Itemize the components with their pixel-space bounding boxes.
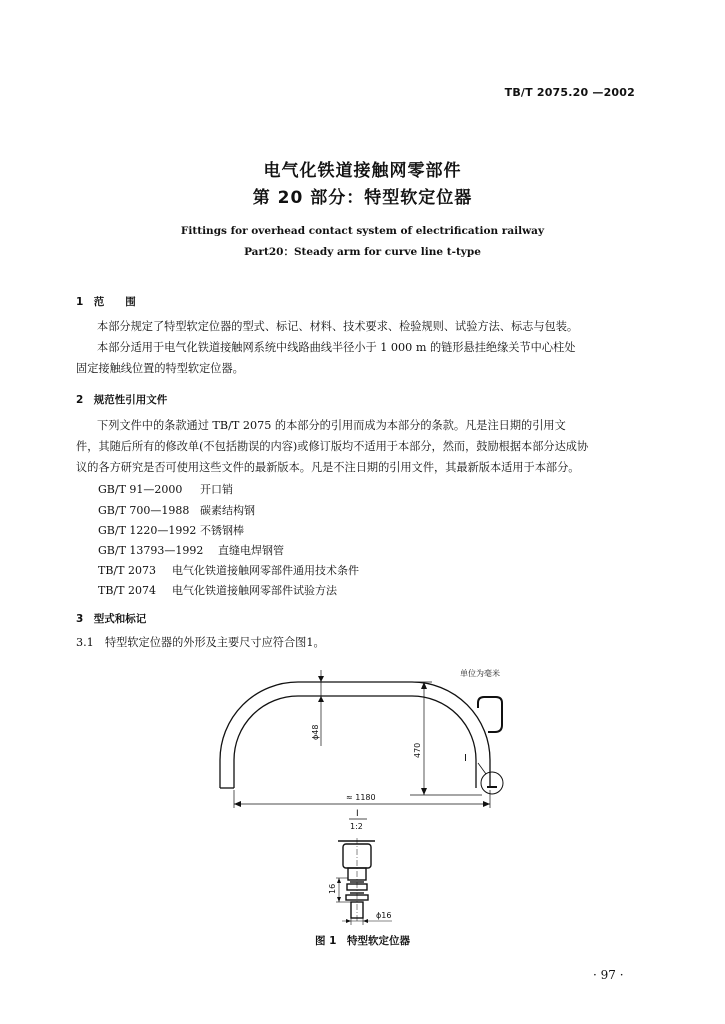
section2-para-line3: 议的各方研究是否可使用这些文件的最新版本。凡是不注日期的引用文件，其最新版本适用于本部分。 <box>76 461 580 474</box>
reference-code: TB/T 2074 <box>98 584 156 597</box>
section2-para-line2: 件，其随后所有的修改单(不包括勘误的内容)或修订版均不适用于本部分，然而，鼓励根据本部分达成协 <box>76 440 589 453</box>
title-cn-line1: 电气化铁道接触网零部件 <box>263 161 462 181</box>
page-number: · 97 · <box>593 968 624 982</box>
detail-scale: 1:2 <box>350 822 363 831</box>
title-en-line1: Fittings for overhead contact system of electrification railway <box>180 225 545 237</box>
section1-para2-line1: 本部分适用于电气化铁道接触网系统中线路曲线半径小于 1 000 m 的链形悬挂绝缘关节中心柱处 <box>97 341 576 354</box>
title-cn-line2: 第 20 部分：特型软定位器 <box>252 188 473 208</box>
dim-pin-diameter: ϕ16 <box>376 911 392 920</box>
end-bracket <box>478 697 502 732</box>
section1-para2-line2: 固定接触线位置的特型软定位器。 <box>76 362 244 375</box>
title-en-line2: Part20：Steady arm for curve line t-type <box>244 246 481 258</box>
reference-code: GB/T 91—2000 <box>98 483 183 496</box>
detail-title: I <box>356 809 359 819</box>
section2-para-line1: 下列文件中的条款通过 TB/T 2075 的本部分的引用而成为本部分的条款。凡是注日期的引用文 <box>97 419 566 432</box>
detail-circle <box>481 772 503 794</box>
reference-title: 直缝电焊钢管 <box>218 544 284 557</box>
section1-heading: 1 范 围 <box>76 296 136 308</box>
unit-note: 单位为毫米 <box>460 669 500 678</box>
dim-16: 16 <box>328 883 337 894</box>
dim-length: ≈ 1180 <box>346 793 376 802</box>
standard-code: TB/T 2075.20 —2002 <box>504 86 635 99</box>
section2-heading: 2 规范性引用文件 <box>76 394 168 406</box>
reference-code: GB/T 13793—1992 <box>98 544 204 557</box>
section3-heading: 3 型式和标记 <box>76 613 147 625</box>
detail-part <box>338 841 375 918</box>
reference-title: 电气化铁道接触网零部件通用技术条件 <box>172 564 359 577</box>
reference-title: 不锈钢棒 <box>200 524 244 537</box>
detail-marker: I <box>464 753 467 764</box>
reference-code: TB/T 2073 <box>98 564 156 577</box>
reference-code: GB/T 1220—1992 <box>98 524 197 537</box>
figure-caption: 图 1 特型软定位器 <box>315 935 410 947</box>
steady-arm-tube <box>220 682 490 788</box>
dim-height: 470 <box>413 742 422 758</box>
reference-title: 开口销 <box>200 483 233 496</box>
reference-title: 电气化铁道接触网零部件试验方法 <box>172 584 337 597</box>
section3-sub1: 3.1 特型软定位器的外形及主要尺寸应符合图1。 <box>76 636 325 649</box>
dim-tube-diameter: ϕ48 <box>311 724 320 740</box>
reference-title: 碳素结构钢 <box>200 504 255 517</box>
reference-code: GB/T 700—1988 <box>98 504 190 517</box>
section1-para1: 本部分规定了特型软定位器的型式、标记、材料、技术要求、检验规则、试验方法、标志与包装。 <box>97 320 579 333</box>
